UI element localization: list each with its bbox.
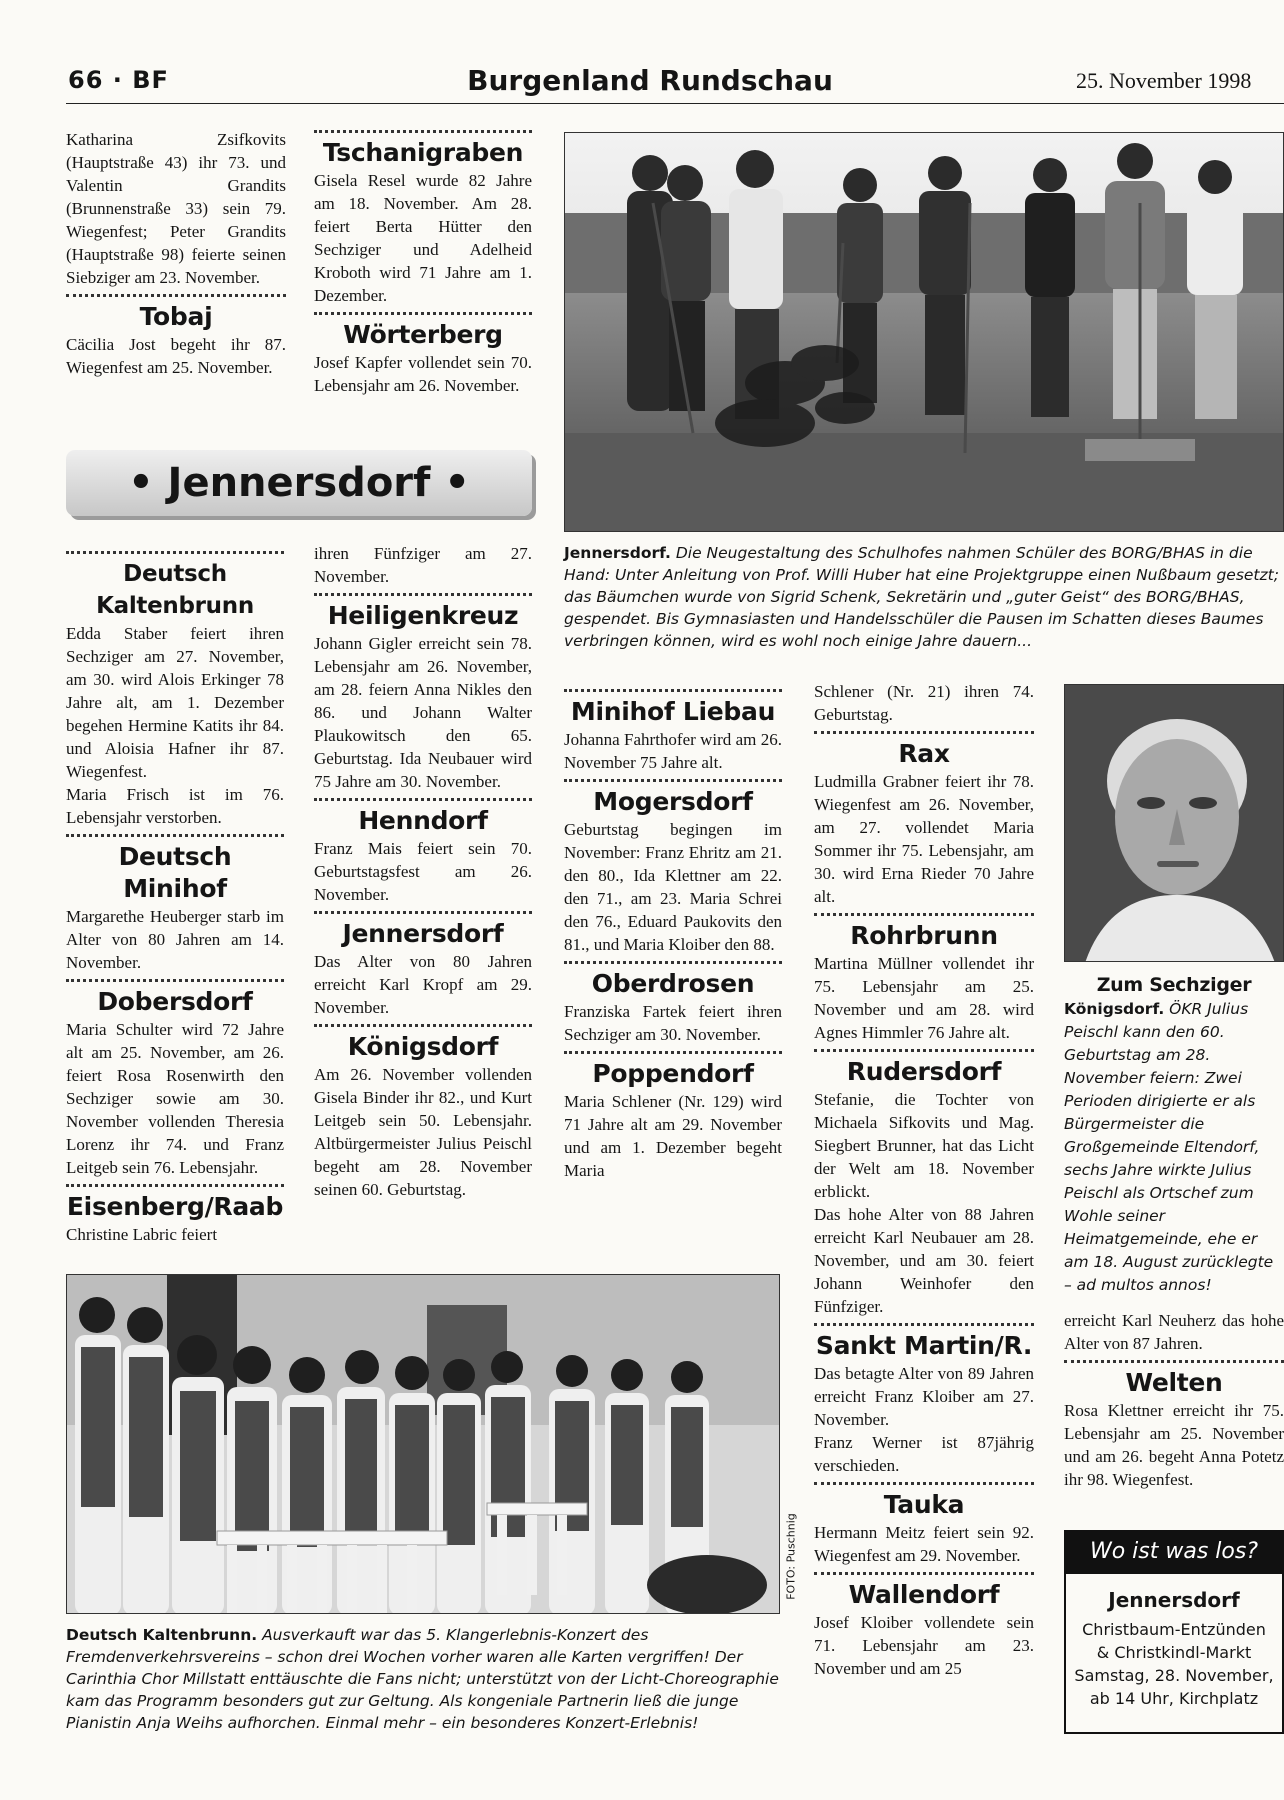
caption-place: Jennersdorf. <box>564 544 671 562</box>
divider <box>814 1323 1034 1326</box>
divider <box>814 913 1034 916</box>
article-text: Hermann Meitz feiert sein 92. Wiegenfest am 29. November. <box>814 1523 1034 1565</box>
heading-oberdrosen: Oberdrosen <box>591 969 755 998</box>
choir-photo <box>66 1274 780 1614</box>
divider <box>814 731 1034 734</box>
article-text: Am 26. November vollenden Gisela Binder ihr 82., und Kurt Leitgeb sein 50. Lebensjahr. Altbürgermeister Julius Peischl begeht am 28. November seinen 60. Geburtstag. <box>314 1065 532 1199</box>
article-text: Das Alter von 80 Jahren erreicht Karl Kropf am 29. November. <box>314 952 532 1017</box>
column-2-top <box>314 128 532 397</box>
divider <box>314 1024 532 1027</box>
article-text: ihren Fünfziger am 27. November. <box>314 544 532 586</box>
portrait-caption <box>1064 998 1284 1297</box>
article-text: Katharina Zsifkovits (Hauptstraße 43) ihr 73. und Valentin Grandits (Brunnenstraße 33) sein 79. Wiegenfest; Peter Grandits (Hauptstraße 98) feierte seinen Siebziger am 23. November. <box>66 130 286 287</box>
heading-eisenberg: Eisenberg/Raab <box>66 1192 284 1221</box>
divider <box>66 1184 284 1187</box>
events-box-title: Jennersdorf <box>1108 1588 1240 1612</box>
caption-place: Deutsch Kaltenbrunn. <box>66 1626 258 1644</box>
article-text: Geburtstag begingen im November: Franz Ehritz am 21. den 80., Ida Klettner am 22. den 71., am 23. Maria Schrei den 76., Eduard Paukovits den 81., und Maria Kloiber den 88. <box>564 820 782 954</box>
article-text: Das hohe Alter von 88 Jahren erreicht Karl Neubauer am 28. November, und am 30. feiert Johann Weinhofer den Fünfziger. <box>814 1205 1034 1316</box>
heading-jennersdorf: Jennersdorf <box>342 919 504 948</box>
heading-minihof-liebau: Minihof Liebau <box>570 697 776 726</box>
heading-woerterberg: Wörterberg <box>343 320 503 349</box>
article-text: Franziska Fartek feiert ihren Sechziger am 30. November. <box>564 1002 782 1044</box>
article-text: Franz Werner ist 87jährig verschieden. <box>814 1433 1034 1475</box>
article-text: Josef Kloiber vollendete sein 71. Lebensjahr am 23. November und am 25 <box>814 1613 1034 1678</box>
portrait-place: Königsdorf. <box>1064 1000 1165 1018</box>
heading-mogersdorf: Mogersdorf <box>593 787 753 816</box>
heading-rohrbrunn: Rohrbrunn <box>850 921 998 950</box>
events-line: ab 14 Uhr, Kirchplatz <box>1089 1689 1259 1708</box>
portrait-text: ÖKR Julius Peischl kann den 60. Geburtstag am 28. November feiern: Zwei Perioden dirigierte er als Bürgermeister die Großgemeinde Eltendorf, sechs Jahre wirkte Julius Peischl als Ortschef zum Wohle seiner Heimatgemeinde, ehe er am 18. August zurücklegte – ad multos annos! <box>1064 1000 1274 1294</box>
heading-deutsch-minihof: Deutsch Minihof <box>118 842 232 903</box>
school-yard-photo <box>564 132 1284 532</box>
caption-text: Ausverkauft war das 5. Klangerlebnis-Konzert des Fremdenverkehrsvereins – schon drei Wochen vorher waren alle Karten vergriffen! Der Carinthia Chor Millstatt enttäuschte die Fans nicht; unterstützt von der Licht-Choreographie kam das Programm besonders gut zur Geltung. Als kongeniale Partnerin ließ die junge Pianistin Anja Weihs aufhorchen. Einmal mehr – ein besonderes Konzert-Erlebnis! <box>66 1626 779 1732</box>
article-text: erreicht Karl Neuherz das hohe Alter von 87 Jahren. <box>1064 1311 1284 1353</box>
divider <box>814 1572 1034 1575</box>
caption-text: Die Neugestaltung des Schulhofes nahmen Schüler des BORG/BHAS in die Hand: Unter Anleitung von Prof. Willi Huber hat eine Projektgruppe einen Nußbaum gesetzt; das Bäumchen wurde von Sigrid Schenk, Sekretärin und „guter Geist“ des BORG/BHAS, gespendet. Bis Gymnasiasten und Handelsschüler die Pausen im Schatten dieses Baumes verbringen können, wird es wohl noch einige Jahre dauern... <box>564 544 1279 650</box>
photo-caption-bottom <box>66 1624 780 1734</box>
column-4 <box>814 680 1034 1680</box>
column-2 <box>314 542 532 1201</box>
heading-tauka: Tauka <box>883 1490 965 1519</box>
events-box <box>1064 1574 1284 1734</box>
heading-poppendorf: Poppendorf <box>592 1059 754 1088</box>
divider <box>814 1049 1034 1052</box>
section-banner: • Jennersdorf • <box>66 450 532 516</box>
article-text: Cäcilia Jost begeht ihr 87. Wiegenfest am 25. November. <box>66 335 286 377</box>
article-text: Josef Kapfer vollendet sein 70. Lebensjahr am 26. November. <box>314 353 532 395</box>
events-line: Christbaum-Entzünden <box>1082 1620 1266 1639</box>
heading-henndorf: Henndorf <box>358 806 488 835</box>
newspaper-title: Burgenland Rundschau <box>467 64 833 97</box>
article-text: Christine Labric feiert <box>66 1225 218 1244</box>
divider <box>66 979 284 982</box>
column-1 <box>66 546 284 1246</box>
portrait-title: Zum Sechziger <box>1096 974 1252 996</box>
article-text: Franz Mais feiert sein 70. Geburtstagsfest am 26. November. <box>314 839 532 904</box>
heading-sankt-martin: Sankt Martin/R. <box>815 1331 1033 1360</box>
divider <box>314 593 532 596</box>
heading-deutsch-kaltenbrunn: Deutsch Kaltenbrunn <box>96 561 254 619</box>
divider <box>814 1482 1034 1485</box>
article-text: Stefanie, die Tochter von Michaela Sifkovits und Mag. Siegbert Brunner, hat das Licht der Welt am 18. November erblickt. <box>814 1090 1034 1201</box>
divider <box>314 130 532 133</box>
header-rule <box>66 103 1284 104</box>
column-5 <box>1064 972 1284 1491</box>
article-text: Martina Müllner vollendet ihr 75. Lebensjahr am 25. November und am 28. wird Agnes Himmler 76 Jahre alt. <box>814 954 1034 1042</box>
article-text: Ludmilla Grabner feiert ihr 78. Wiegenfest am 26. November, am 27. vollendet Maria Sommer ihr 75. Lebensjahr, am 30. wird Erna Rieder 70 Jahre alt. <box>814 772 1034 906</box>
article-text: Schlener (Nr. 21) ihren 74. Geburtstag. <box>814 682 1034 724</box>
photo-caption-top <box>564 542 1284 652</box>
article-text: Maria Schlener (Nr. 129) wird 71 Jahre alt am 29. November und am 1. Dezember begeht Maria <box>564 1092 782 1180</box>
article-text: Margarethe Heuberger starb im Alter von 80 Jahren am 14. November. <box>66 907 284 972</box>
heading-tschanigraben: Tschanigraben <box>322 138 524 167</box>
issue-date: 25. November 1998 <box>1076 68 1252 93</box>
photo-credit-text: FOTO: Puschnig <box>784 1513 798 1600</box>
events-box-header: Wo ist was los? <box>1064 1530 1284 1574</box>
heading-rudersdorf: Rudersdorf <box>846 1057 1002 1086</box>
heading-welten: Welten <box>1125 1368 1223 1397</box>
article-text: Johann Gigler erreicht sein 78. Lebensjahr am 26. November, am 28. feiern Anna Nikles den 86. und Johann Walter Plaukowitsch den 65. Geburtstag. Ida Neubauer wird 75 Jahre am 30. November. <box>314 634 532 791</box>
divider <box>66 834 284 837</box>
divider <box>564 689 782 692</box>
article-text: Edda Staber feiert ihren Sechziger am 27. November, am 30. wird Alois Erkinger 78 Jahre alt, am 1. Dezember begehen Hermine Katits ihr 84. und Aloisia Hafner ihr 87. Wiegenfest. <box>66 624 284 781</box>
divider <box>314 798 532 801</box>
heading-heiligenkreuz: Heiligenkreuz <box>327 601 519 630</box>
divider <box>564 779 782 782</box>
article-text: Das betagte Alter von 89 Jahren erreicht Franz Kloiber am 27. November. <box>814 1364 1034 1429</box>
article-text: Maria Schulter wird 72 Jahre alt am 25. November, am 26. feiert Rosa Rosenwirth den Sechziger sowie am 30. November vollenden Theresia Lorenz ihr 74. und Franz Leitgeb sein 76. Lebensjahr. <box>66 1020 284 1177</box>
heading-rax: Rax <box>898 739 950 768</box>
divider <box>66 551 284 554</box>
divider <box>314 312 532 315</box>
column-1-top <box>66 128 286 379</box>
page-number: 66 · BF <box>68 66 169 94</box>
portrait-photo <box>1064 684 1284 962</box>
article-text: Maria Frisch ist im 76. Lebensjahr verstorben. <box>66 785 284 827</box>
divider <box>564 961 782 964</box>
heading-wallendorf: Wallendorf <box>848 1580 1000 1609</box>
divider <box>314 911 532 914</box>
divider <box>66 294 286 297</box>
divider <box>564 1051 782 1054</box>
article-text: Gisela Resel wurde 82 Jahre am 18. November. Am 28. feiert Berta Hütter den Sechziger und Adelheid Kroboth wird 71 Jahre am 1. Dezember. <box>314 171 532 305</box>
photo-credit <box>780 1505 796 1615</box>
heading-tobaj: Tobaj <box>139 302 213 331</box>
heading-dobersdorf: Dobersdorf <box>97 987 253 1016</box>
column-3 <box>564 684 782 1182</box>
heading-koenigsdorf: Königsdorf <box>347 1032 499 1061</box>
article-text: Johanna Fahrthofer wird am 26. November 75 Jahre alt. <box>564 730 782 772</box>
events-line: & Christkindl-Markt <box>1096 1643 1252 1662</box>
divider <box>1064 1360 1284 1363</box>
events-line: Samstag, 28. November, <box>1074 1666 1274 1685</box>
article-text: Rosa Klettner erreicht ihr 75. Lebensjahr am 25. November und am 26. begeht Anna Potetz ihr 98. Wiegenfest. <box>1064 1401 1284 1489</box>
